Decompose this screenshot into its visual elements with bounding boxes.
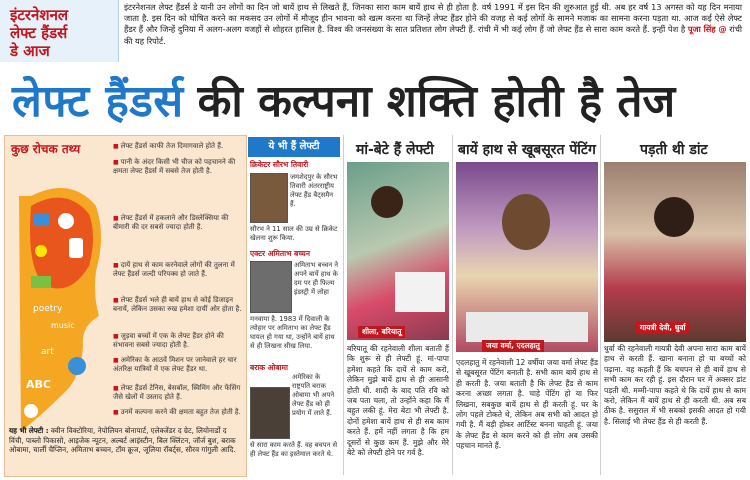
book-icon bbox=[31, 276, 51, 288]
brain-head-illustration bbox=[11, 176, 106, 441]
headline-dark: की कल्पना शक्ति होती है तेज bbox=[197, 76, 676, 127]
word-abc: ABC bbox=[26, 378, 51, 391]
person-name-obama: बराक ओबामा bbox=[250, 363, 288, 372]
col1-text: बरियातू की रहनेवाली शीला बताती हैं कि शुरू से ही लेफ्टी हूं. मां-पापा हमेशा कहते कि दायें से काम करो, लेकिन मुझे बायें हाथ से ही आसानी होती थी. शादी के बाद पति रवि को जब पता चला, तो उन्होंने कहा कि मैं बहुत लकी हूं. मेरा बेटा भी लेफ्टी है. दोनों हमेशा बायें हाथ से ही सब काम करते हैं. हमें नहीं लगता है कि हम दूसरों से कुछ कम हैं. मुझे और मेरे बेटे को लेफ्टी होने पर गर्व है. bbox=[347, 344, 449, 458]
col2-text: एदलहातु में रहनेवाली 12 वर्षीया जया वर्मा लेफ्ट हैंड से खूबसूरत पेंटिंग बनाती है. सभी काम बायें हाथ से ही करती है. जया बताती है कि लेफ्ट हैंड से काम करना अच्छा लगता है. चाहे पेंटिंग हो या फिर लिखना, सबकुछ बायें हाथ से ही करती हूं. घर के लोग पहले टोकते थे, लेकिन अब सभी को आदत हो गयी है. मैं बड़ी होकर आर्टिस्ट बनना चाहती हूं. जया के लेफ्ट हैंड से काम करने को ही लोग अब उसकी पहचान मानते हैं. bbox=[456, 358, 598, 451]
col1-photo bbox=[347, 162, 449, 340]
intro-tail: रांची की यह रिपोर्ट. bbox=[124, 24, 743, 46]
column-divider bbox=[452, 135, 453, 475]
col2-photo-art bbox=[456, 162, 598, 352]
person-text-obama-a: अमेरिका के राष्ट्रपति बराक ओबामा भी अपने लेफ्ट हैंड को ही प्रयोग में लाते हैं. bbox=[292, 373, 335, 417]
bulb-icon bbox=[35, 245, 47, 257]
fact-7: ■ अमेरिका के आठवें मिशन पर जानेवाले हर चार अंतरिक्ष यात्रियों में एक लेफ्ट हैंडर था. bbox=[113, 356, 243, 375]
fact-8: ■ लेफ्ट हैंडर्स टेनिस, बेसबॉल, स्विमिंग और फेंसिंग जैसे खेलों में उस्ताद होते हैं. bbox=[113, 384, 243, 403]
info-title: कुछ रोचक तथ्य bbox=[11, 142, 81, 156]
column-divider bbox=[343, 135, 344, 475]
fact-4: ■ दायें हाथ से काम करनेवाले लोगों की तुलना में लेफ्ट हैंडर्स जल्दी परिपक्व हो जाते हैं. bbox=[113, 261, 243, 280]
at-icon: @ bbox=[718, 24, 727, 35]
famous-list: क्वीन विक्टोरिया, नेपोलियन बोनापार्ट, एलेक्जेंडर द ग्रेट, लियोनार्डो द विंची, पाब्लो पिकासो, आइजेक न्यूटन, अल्बर्ट आइंस्टीन, बिल क्लिंटन, जॉर्ज बुश, बराक ओबामा, चार्ली चैप्लिन, अमिताभ बच्चन, टॉम क्रूज, जूलिया रॉबर्ट्स, सौरव गांगुली आदि. bbox=[9, 426, 236, 454]
intro-text: इंटरनेशनल लेफ्ट हैंडर्स डे यानी उन लोगों का दिन जो बायें हाथ से लिखते हैं, जिनका सारा काम बायें हाथ से ही होता है. वर्ष 1991 में इस दिन की शुरुआत हुई थी. अब हर वर्ष 13 अगस्त को यह दिन मनाया जाता है. इस दिन को घोषित करने का मकसद उन लोगों में मौजूद हीन भावना को खत्म करना था जिन्हें लेफ्ट हैंडर होने की वजह से कई लोगों के सामने मजाक का सामना करना पड़ता था. आज कई ऐसे लेफ्ट हैंडर हैं और जिन्हें दुनिया में अलग-अलग वजहों से शोहरत हासिल है. विश्व की जनसंख्या के सात प्रतिशत लोग लेफ्टी हैं. रांची में भी कई लोग हैं जो लेफ्ट हैंड से सारा काम करते हैं. इन्हीं पेश है bbox=[124, 2, 742, 35]
fact-2: ■ पानी के अंदर किसी भी चीज को पहचानने की क्षमता लेफ्ट हैंडर्स में सबसे तेज होती है. bbox=[113, 158, 243, 177]
brand-line-1: इंटरनेशनल bbox=[10, 6, 69, 24]
person-name-amitabh: एक्टर अमिताभ बच्चन bbox=[250, 249, 310, 258]
photo-obama bbox=[250, 387, 290, 439]
col2-title: बायें हाथ से खूबसूरत पेंटिंग bbox=[458, 142, 596, 158]
word-music: music bbox=[51, 321, 75, 330]
photo-amitabh bbox=[250, 261, 292, 313]
brand-line-2: लेफ्ट हैंडर्स bbox=[10, 24, 68, 42]
lefties-sidebar bbox=[248, 135, 340, 475]
column-divider bbox=[600, 135, 601, 475]
globe-icon bbox=[68, 357, 86, 375]
person-text-amitabh-a: अमिताभ बच्चन ने अपने बायें हाथ के दम पर ही फिल्म इंडस्ट्री में लोहा bbox=[294, 261, 339, 296]
fact-9: ■ उनमें कल्पना करने की क्षमता बहुत तेज होती है. bbox=[113, 408, 243, 417]
col3-photo-art bbox=[604, 162, 746, 342]
ball-icon bbox=[24, 404, 38, 418]
col3-title: पड़ती थी डांट bbox=[640, 142, 708, 158]
col3-caption: गायत्री देवी, धुर्वा bbox=[636, 322, 690, 334]
col1-photo-art bbox=[347, 162, 449, 340]
col2-photo bbox=[456, 162, 598, 352]
headline bbox=[0, 68, 750, 130]
col3-text: धुर्वा की रहनेवाली गायत्री देवी अपना सारा काम बायें हाथ से करती हैं. खाना बनाना हो या बच्चों को पढ़ाना. वह कहती हैं कि बचपन से ही बायें हाथ से सभी काम कर रही हूं. इस दौरान घर में अक्सर डांट पड़ती थी. मम्मी-पापा कहते थे कि दायें हाथ से काम करो, लेकिन मैं बायें हाथ से ही करती थी. अब सब ठीक है. ससुराल में भी सबको इसकी आदत हो गयी है. सिलाई भी लेफ्ट हैंड से ही करती हैं. bbox=[604, 344, 746, 426]
sidebar-title: ये भी हैं लेफ्टी bbox=[248, 137, 340, 157]
camera-icon bbox=[33, 214, 49, 226]
col3-photo bbox=[604, 162, 746, 342]
word-poetry: poetry bbox=[33, 304, 63, 314]
brand-line-3: डे आज bbox=[10, 42, 50, 60]
intro-author: पूजा सिंह bbox=[687, 24, 716, 35]
col2-caption: जया वर्मा, एदलहातु bbox=[482, 340, 544, 352]
col1-title: मां-बेटे हैं लेफ्टी bbox=[356, 142, 434, 158]
person-text-obama-b: से सारा काम करते हैं. वह बचपन से ही लेफ्ट हैंड का इस्तेमाल करते थे. bbox=[250, 441, 338, 458]
brand-box bbox=[0, 0, 119, 62]
photo-saurabh bbox=[250, 173, 288, 223]
word-art: art bbox=[41, 347, 54, 357]
phone-icon bbox=[69, 238, 83, 258]
headline-blue: लेफ्ट हैंडर्स bbox=[12, 76, 184, 127]
person-name-saurabh: क्रिकेटर सौरभ तिवारी bbox=[250, 160, 309, 169]
fact-6: ■ जुड़वा बच्चों में एक के लेफ्ट हैंडर होने की संभावना सबसे ज्यादा होती है. bbox=[113, 332, 243, 351]
brain-icon bbox=[58, 213, 74, 229]
person-text-amitabh-b: मनवाया है. 1983 में दिवाली के त्योहार पर अमिताभ का लेफ्ट हैंड घायल हो गया था, उन्होंने बायें हाथ से ही लिखना सीख लिया. bbox=[250, 315, 335, 350]
facts-infographic bbox=[4, 135, 247, 477]
fact-5: ■ लेफ्ट हैंडर्स भले ही बायें हाथ से कोई डिजाइन बनायें, लेकिन उसका रुख हमेशा दायीं ओर होता है. bbox=[113, 296, 243, 315]
intro-paragraph bbox=[124, 2, 742, 47]
person-text-saurabh-a: जमशेदपुर के सौरभ तिवारी अंतरराष्ट्रीय लेफ्ट हैंड बैट्समैन हैं. bbox=[290, 173, 338, 208]
fact-1: ■ लेफ्ट हैंडर्स काफी तेज दिमागवाले होते हैं. bbox=[113, 142, 243, 151]
famous-lefties bbox=[9, 426, 241, 455]
col1-caption: शीला, बरियातू bbox=[358, 326, 405, 338]
famous-label: यह भी लेफ्टी : bbox=[9, 426, 49, 435]
person-text-saurabh-b: सौरभ ने 11 साल की उम्र से क्रिकेट खेलना शुरू किया. bbox=[250, 225, 338, 242]
fact-3: ■ लेफ्ट हैंडर्स में हकलाने और डिस्लेक्सिया की बीमारी की दर सबसे ज्यादा होती है. bbox=[113, 214, 243, 233]
